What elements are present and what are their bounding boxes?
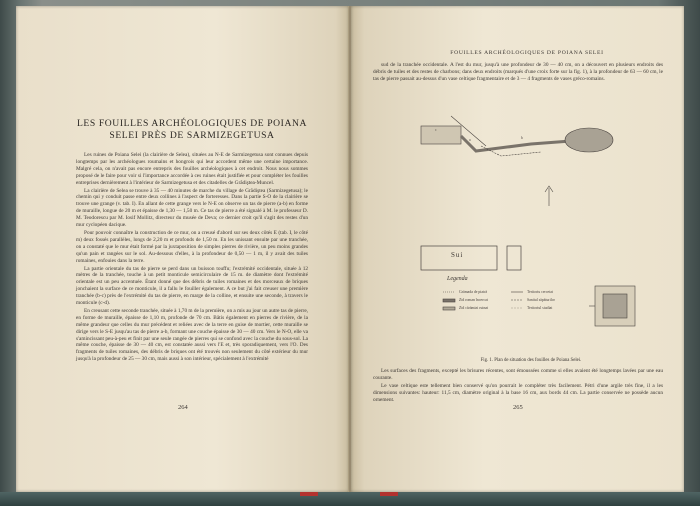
red-bookmark-left: [300, 492, 318, 496]
table-board: [0, 492, 700, 506]
paragraph: La partie orientale du tas de pierre se perd dans un buisson touffu; l'extrémité occidentale, située à 12 mètres de la tranchée, touche à un petit monticule semicirculaire de 15 m. de diamètre dont l'extrémité orientale est un peu accentuée. Étant donné que des débris de tuiles romaines et des morceaux de briques jonchaient la surface de ce monticule, il a fallu le fouiller également. A ce but j'ai fait creuser une première tranchée (b-c) près de l'extrémité du tas de pierre, en marge de la colline, et ensuite une seconde, à travers le monticule (c-d).: [76, 265, 308, 307]
north-arrow-icon: [545, 186, 553, 206]
fortress-plan-detail: [589, 286, 635, 326]
left-page: [16, 6, 349, 492]
running-head: FOUILLES ARCHÉOLOGIQUES DE POIANA SELEI: [450, 50, 604, 56]
legend-title: Legenda: [447, 276, 468, 282]
plan-letter-b: b: [521, 136, 523, 140]
figure-caption: Fig. 1. Plan de situation des fouilles de Poiana Selei.: [480, 358, 582, 363]
left-body-text: [76, 152, 308, 364]
legend-item: Zid roman încercat: [459, 298, 488, 302]
article-title-line-1: LES FOUILLES ARCHÉOLOGIQUES DE POIANA: [76, 118, 308, 129]
legend-item: Teritoriu cercetat: [527, 290, 553, 294]
paragraph: Les surfaces des fragments, excepté les brisures récentes, sont émoussées comme si elles avaient été longtemps lavées par une eau courante.: [373, 368, 663, 381]
building-outline: [421, 246, 521, 270]
paragraph: La clairière de Selea se trouve à 35 — 40 minutes de marche du village de Grădiştea (Sarmizegetusa); le chemin qui y conduit passe entre deux collines à l'aspect de forteresses. Dans la partie S-O de la clairière se trouve une grange (v. tab. I). En allant de cette grange vers le N-E on observe un tas de pierre (a-b) en forme de muraille, longue de 20 m et épaisse de 1,30 — 1,50 m. Ce tas de pierre a été signalé à M. le professeur D. M. Teodorescu par M. Iosif Mollitz, directeur du musée de Deva; ce dernier croit qu'il s'agit des restes d'un mur cyclopéen dacique.: [76, 187, 308, 229]
paragraph: En creusant cette seconde tranchée, située à 1,70 m de la première, on a mis au jour un autre tas de pierre, en forme de muraille, épaisse de 1,10 m, profonde de 70 cm. Bâtis également en pierres de rivière, de la même grandeur que celles du mur précédent et reliées avec de la terre en guise de mortier, cette muraille se dirige vers le S-E jusqu'au tas de pierre a-b, formant une couche épaisse de 30 — 40 cm. Vers le N-O, elle va s'amincissant peu-à-peu et finit par une seule rangée de pierres qui se confond avec la couche du sous-sol. La même couche, épaisse de 30 — 40 cm, est constatée aussi vers l'E et, très sporadiquement, vers l'O. Des fragments de tuiles romaines, des débris de briques ont été trouvés non seulement du côté extérieur du mur jusqu'à la profondeur de 25 — 30 cm, mais aussi à son intérieur, spécialement à l'extrémité: [76, 307, 308, 363]
excavation-plan-top: [421, 116, 613, 156]
paragraph: Les ruines de Poiana Selei (la clairière de Selea), situées au N-E de Sarmizegetusa sont connues depuis longtemps par les archéologues roumains et hongrois qui leur accordent même une certaine importance. Malgré cela, on n'avait pas encore entrepris des fouilles archéologiques à cet endroit. Nous nous sommes proposé de le faire pour voir si l'importance accordée à ces ruines était justifiée et pour compléter les fouilles entreprises dernièrement à l'intérieur de Sarmizegetusa et des citadelles de Grădiştea-Muncel.: [76, 152, 308, 186]
right-bottom-text: [373, 368, 663, 405]
legend-item: Sanitul săpăturilor: [527, 298, 555, 302]
legend-item: Grămada de piatră: [459, 290, 488, 294]
right-page: [351, 6, 684, 492]
red-bookmark-right: [380, 492, 398, 496]
legend-item: Teritoriul studiat: [527, 306, 553, 310]
page-number-right: 265: [513, 404, 523, 411]
plan-letter-a: a: [469, 138, 471, 142]
map-label-sui: Sui: [451, 251, 464, 259]
article-title-line-2: SELEI PRÈS DE SARMIZEGETUSA: [109, 130, 275, 141]
site-plan-figure: [411, 96, 651, 356]
right-top-text: [373, 62, 663, 84]
paragraph: sud de la tranchée occidentale. A l'est du mur, jusqu'à une profondeur de 30 — 40 cm, on a découvert en plusieurs endroits des débris de tuiles et des restes de charbons; dans deux endroits (marqués d'une croix forte sur la fig. 1), à la profondeur de 63 — 60 cm, le tas de pierre passait au-dessus d'un vase celtique fragmentaire et de 3 — 4 fragments de vases gréco-romains.: [373, 62, 663, 82]
paragraph: Le vase celtique este tellement bien conservé qu'on pourrait le compléter très facilement. Pétri d'une argile très fine, il a les dimensions suivantes: hauteur: 11,5 cm, diamètre original à la base 16 cm, aux bords 44 cm. La partie conservée ne possède aucun ornement.: [373, 382, 663, 403]
legend-item: Zid cărămizi ruinat: [459, 306, 489, 310]
paragraph: Pour pouvoir connaître la construction de ce mur, on a creusé d'abord sur ses deux côtés E (tab. I, le côté m) deux fossés parallèles, longs de 2,20 m et profonds de 1,50 m. En les unissant ensuite par une tranchée, on a constaté que le mur était formé par la juxtaposition de simples pierres de rivière, un peu moins grandes qu'un pain et rangées sur le sol. Au-dessous d'elles, à la profondeur de 0,50 — 1 m, il y avait des tuiles romaines, enfouies dans la terre.: [76, 229, 308, 264]
plan-letter-c: c: [435, 128, 437, 132]
page-number-left: 264: [178, 404, 188, 411]
